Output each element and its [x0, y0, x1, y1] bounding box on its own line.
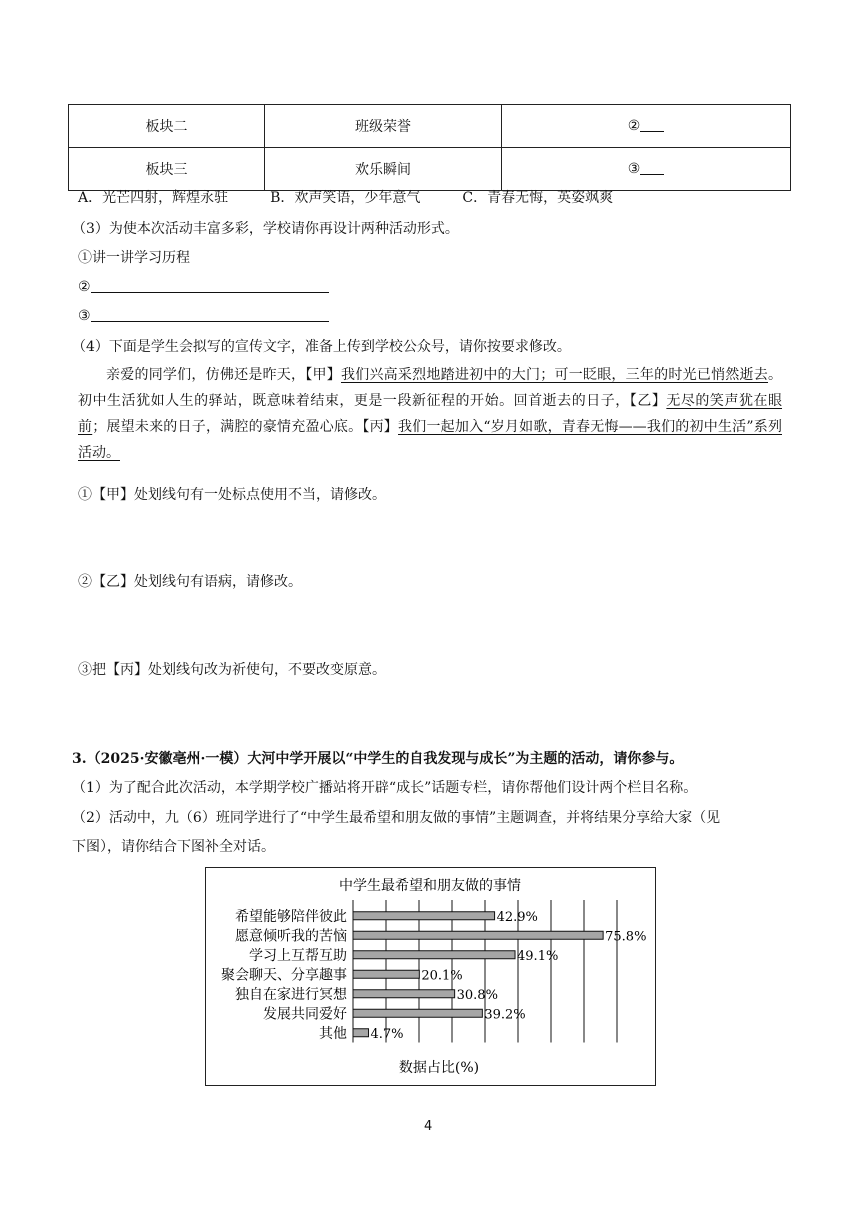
q3-item-2 [78, 277, 329, 297]
question-3-sub-2-cont: 下图），请你结合下图补全对话。 [72, 839, 275, 855]
block-name-cell: 欢乐瞬间 [265, 148, 502, 191]
q4-sub-3: ③把【丙】处划线句改为祈使句，不要改变原意。 [78, 662, 386, 678]
category-label: 学习上互帮互助 [249, 947, 347, 964]
table-row [69, 105, 791, 148]
item-number: ② [78, 279, 91, 295]
mark-jia: 【甲】 [305, 367, 341, 383]
answer-cell [502, 148, 791, 191]
block-name-cell: 班级荣誉 [265, 105, 502, 148]
text: ；展望未来的日子，满腔的豪情充盈心底。 [92, 419, 363, 435]
question-3-title: 3.（2025·安徽亳州·一模）大河中学开展以“中学生的自我发现与成长”为主题的活动，请你参与。 [72, 751, 684, 767]
block-cell: 板块二 [69, 105, 265, 148]
answer-blank[interactable] [91, 278, 329, 293]
bar [353, 951, 515, 959]
promo-paragraph [78, 362, 782, 466]
answer-blank[interactable] [640, 162, 664, 175]
answer-number: ② [627, 118, 641, 134]
survey-bar-chart [206, 868, 655, 1085]
value-label: 4.7% [370, 1026, 404, 1042]
q3-prompt: （3）为使本次活动丰富多彩，学校请你再设计两种活动形式。 [72, 221, 459, 237]
category-label: 其他 [319, 1025, 347, 1042]
q3-item-3 [78, 306, 329, 326]
answer-number: ③ [627, 161, 641, 177]
q4-prompt: （4）下面是学生会拟写的宣传文字，准备上传到学校公众号，请你按要求修改。 [72, 339, 571, 355]
q3-item-1: ①讲一讲学习历程 [78, 250, 190, 266]
category-label: 发展共同爱好 [263, 1006, 347, 1023]
bar [353, 931, 603, 939]
question-3-sub-2: （2）活动中，九（6）班同学进行了“中学生最希望和朋友做的事情”主题调查，并将结果分享给大家（见 [72, 810, 721, 826]
category-label: 独自在家进行冥想 [235, 986, 347, 1003]
bar [353, 970, 419, 978]
value-label: 49.1% [517, 948, 559, 964]
underlined-sentence-jia: 我们兴高采烈地踏进初中的大门；可一眨眼，三年的时光已悄然逝去 [340, 367, 769, 383]
block-table [68, 104, 791, 191]
answer-blank[interactable] [640, 119, 664, 132]
question-3-sub-1: （1）为了配合此次活动，本学期学校广播站将开辟“成长”话题专栏，请你帮他们设计两个栏目名称。 [72, 780, 698, 796]
mark-bing: 【丙】 [362, 419, 399, 435]
value-label: 30.8% [456, 987, 498, 1003]
category-label: 聚会聊天、分享趣事 [221, 967, 347, 984]
value-label: 42.9% [496, 909, 538, 925]
category-label: 愿意倾听我的苦恼 [235, 928, 347, 945]
chart-frame [205, 867, 656, 1086]
value-label: 75.8% [605, 929, 647, 945]
chart-title: 中学生最希望和朋友做的事情 [339, 878, 521, 894]
q4-sub-1: ①【甲】处划线句有一处标点使用不当，请修改。 [78, 487, 386, 503]
bar [353, 1009, 482, 1017]
answer-blank[interactable] [91, 307, 329, 322]
mark-yi: 【乙】 [629, 393, 667, 409]
block-cell: 板块三 [69, 148, 265, 191]
page-number: 4 [424, 1119, 433, 1134]
value-label: 39.2% [484, 1007, 526, 1023]
options-line: A．光芒四射，辉煌永驻 B．欢声笑语，少年意气 C．青春无悔，英姿飒爽 [78, 190, 614, 206]
value-label: 20.1% [421, 968, 463, 984]
text: 亲爱的同学们，仿佛还是昨天， [106, 367, 306, 383]
underlined-sentence-yi: 无尽的笑声犹在眼前 [78, 393, 783, 435]
underlined-sentence-bing: 我们一起加入“岁月如歌，青春无悔——我们的初中生活”系列活动。 [78, 419, 782, 461]
chart-x-label: 数据占比(%) [398, 1060, 480, 1076]
q4-sub-2: ②【乙】处划线句有语病，请修改。 [78, 574, 302, 590]
answer-cell [502, 105, 791, 148]
bar [353, 912, 495, 920]
category-label: 希望能够陪伴彼此 [235, 908, 347, 925]
bar [353, 1029, 369, 1037]
item-number: ③ [78, 308, 91, 324]
text: 。初中生活犹如人生的驿站，既意味着结束，更是一段新征程的开始。回首逝去的日子， [78, 367, 783, 409]
bar [353, 990, 455, 998]
table-row [69, 148, 791, 191]
